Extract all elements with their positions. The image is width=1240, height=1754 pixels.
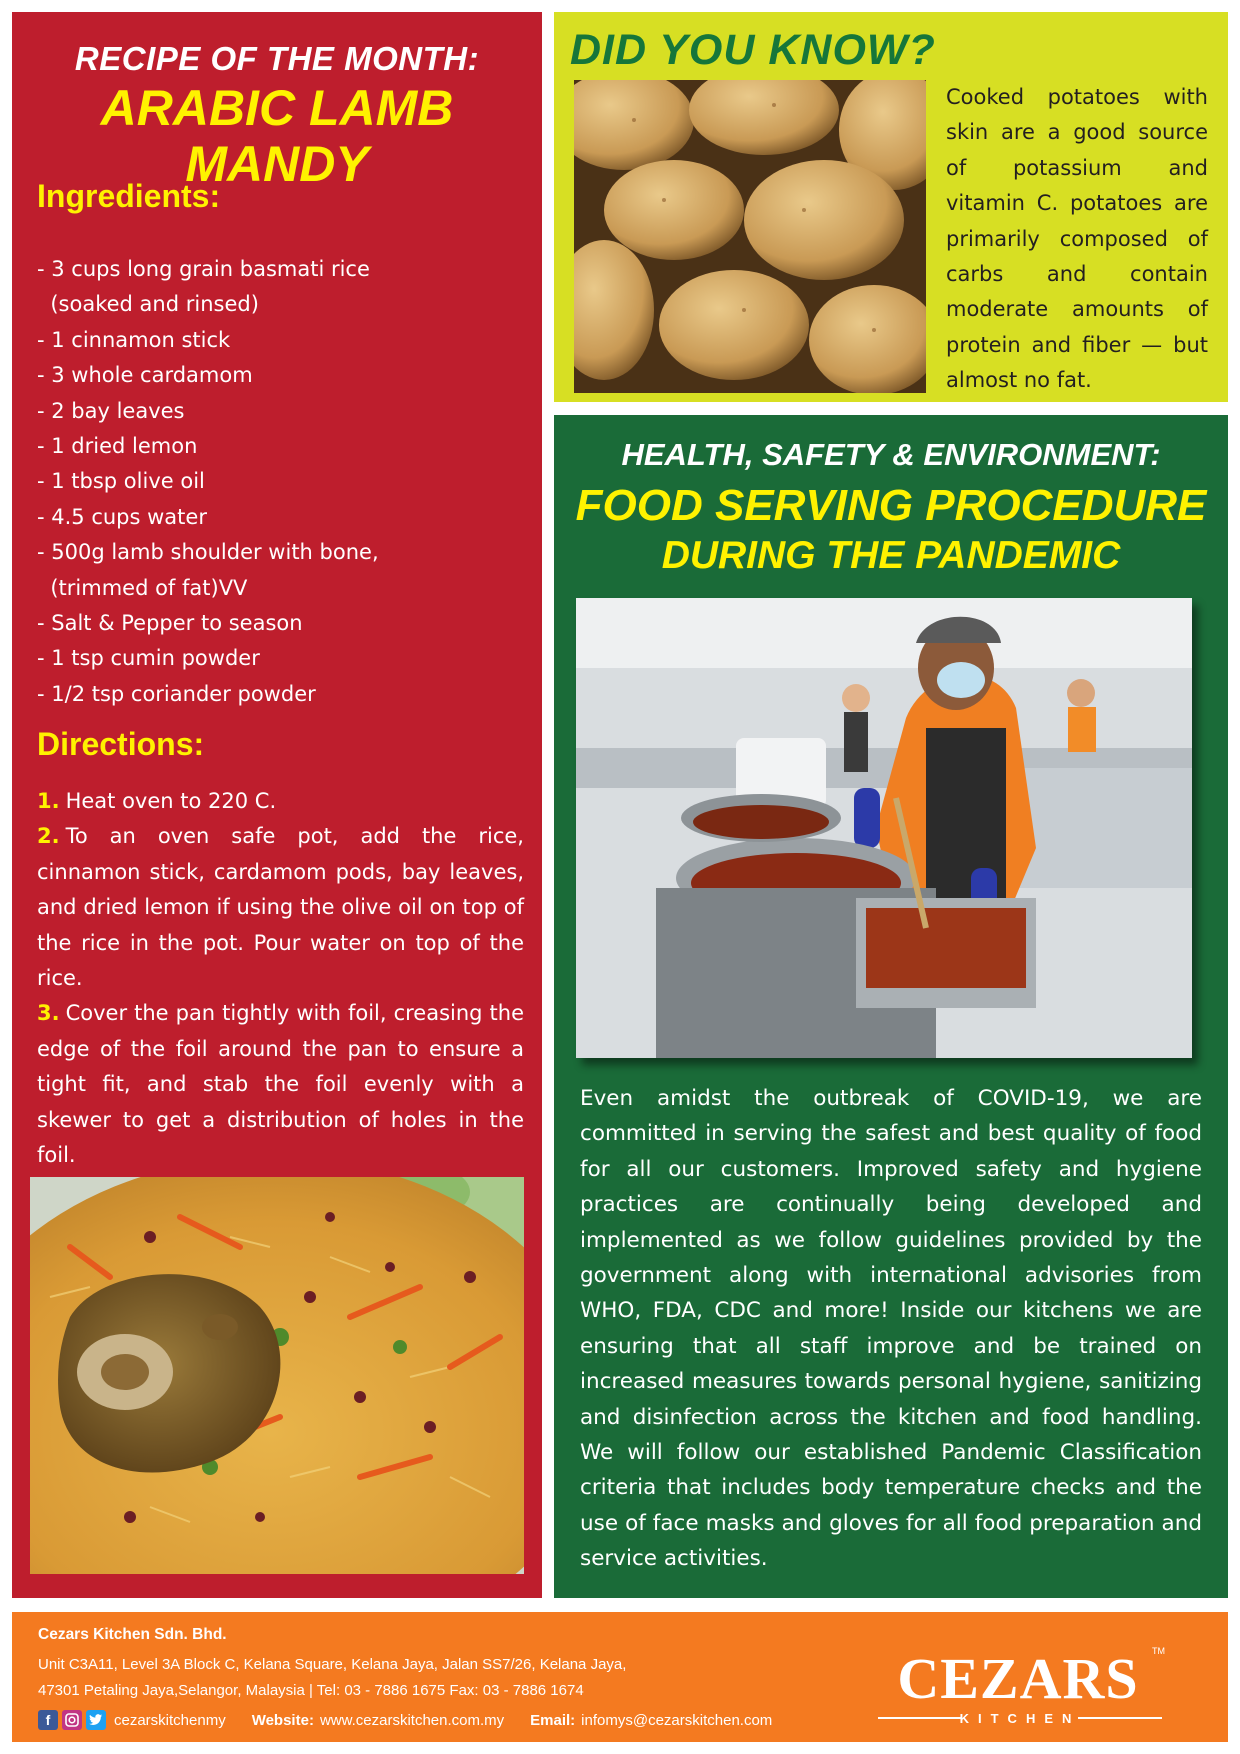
ingredient-item: - 1 dried lemon: [37, 434, 198, 459]
ingredient-item: (soaked and rinsed): [37, 292, 259, 317]
hse-panel: [554, 415, 1228, 1598]
hse-kicker: HEALTH, SAFETY & ENVIRONMENT:: [621, 437, 1161, 472]
ingredient-item: - Salt & Pepper to season: [37, 611, 303, 636]
step-number: 2.: [37, 824, 60, 849]
ingredients-list: [37, 252, 517, 712]
lamb-mandy-image: [30, 1177, 524, 1574]
potatoes-image: [574, 80, 926, 393]
directions-list: [37, 784, 524, 1173]
kitchen-staff-image: [576, 598, 1192, 1058]
ingredient-item: - 500g lamb shoulder with bone,: [37, 540, 379, 565]
contact-row: [38, 1710, 772, 1730]
ingredient-item: - 4.5 cups water: [37, 504, 207, 529]
cezars-kitchen-logo: [870, 1638, 1170, 1732]
ingredient-item: - 1 tbsp olive oil: [37, 469, 205, 494]
company-name: Cezars Kitchen Sdn. Bhd.: [38, 1626, 227, 1643]
recipe-title: [12, 80, 542, 192]
ingredient-item: - 3 whole cardamom: [37, 363, 253, 388]
hse-subtitle: DURING THE PANDEMIC: [661, 534, 1121, 577]
recipe-kicker: RECIPE OF THE MONTH:: [74, 40, 480, 77]
logo-trademark: TM: [1152, 1646, 1165, 1656]
recipe-panel: [12, 12, 542, 1598]
mandy-photo: [30, 1177, 524, 1574]
ingredient-item: - 1 tsp cumin powder: [37, 646, 260, 671]
ingredient-item: (trimmed of fat)VV: [37, 575, 248, 600]
website-label: Website:: [251, 1711, 314, 1729]
email-link[interactable]: infomys@cezarskitchen.com: [581, 1711, 773, 1729]
instagram-icon[interactable]: [62, 1710, 82, 1730]
social-handle[interactable]: cezarskitchenmy: [114, 1711, 226, 1729]
recipe-title-line2: MANDY: [185, 136, 369, 192]
ingredient-item: - 1/2 tsp coriander powder: [37, 681, 316, 706]
step-number: 3.: [37, 1001, 60, 1026]
website-link[interactable]: www.cezarskitchen.com.my: [319, 1711, 505, 1729]
footer: [12, 1612, 1228, 1742]
ingredient-item: - 2 bay leaves: [37, 398, 185, 423]
did-you-know-panel: [554, 12, 1228, 402]
direction-step: [37, 996, 524, 1173]
step-text: To an oven safe pot, add the rice, cinnamon stick, cardamom pods, bay leaves, and dried lemon if using the olive oil on top of the rice in the pot. Pour water on top of the rice.: [37, 824, 524, 991]
logo-subtitle: KITCHEN: [959, 1711, 1081, 1726]
recipe-title-line1: ARABIC LAMB: [100, 80, 454, 136]
potato-photo: [574, 80, 926, 393]
ingredients-heading: Ingredients:: [37, 178, 221, 214]
logo-wordmark: CEZARS: [897, 1646, 1139, 1711]
email-label: Email:: [530, 1711, 576, 1729]
direction-step: [37, 819, 524, 996]
step-text: Heat oven to 220 C.: [65, 789, 277, 813]
step-number: 1.: [37, 789, 60, 813]
address-line-2: 47301 Petaling Jaya,Selangor, Malaysia | Tel: 03 - 7886 1675 Fax: 03 - 7886 1674: [38, 1682, 584, 1699]
ingredient-item: - 3 cups long grain basmati rice: [37, 257, 370, 281]
kitchen-photo: [576, 598, 1192, 1058]
did-you-know-title: DID YOU KNOW?: [570, 26, 936, 74]
address-line-1: Unit C3A11, Level 3A Block C, Kelana Square, Kelana Jaya, Jalan SS7/26, Kelana Jaya,: [38, 1656, 627, 1673]
direction-step: [37, 784, 524, 819]
hse-title: FOOD SERVING PROCEDURE: [575, 481, 1207, 530]
did-you-know-text: Cooked potatoes with skin are a good source of potassium and vitamin C. potatoes are primarily composed of carbs and contain moderate amounts of protein and fiber — but almost no fat.: [946, 85, 1208, 393]
twitter-icon[interactable]: [86, 1710, 106, 1730]
ingredient-item: - 1 cinnamon stick: [37, 327, 231, 352]
directions-heading: Directions:: [37, 726, 205, 762]
facebook-icon[interactable]: f: [38, 1710, 58, 1730]
step-text: Cover the pan tightly with foil, creasing the edge of the foil around the pan to ensure a tight fit, and stab the foil evenly with a skewer to get a distribution of holes in the foil.: [37, 1001, 524, 1168]
hse-body-text: Even amidst the outbreak of COVID-19, we are committed in serving the safest and best quality of food for all our customers. Improved safety and hygiene practices are continually being developed and implemented as we follow guidelines provided by the government along with international advisories from WHO, FDA, CDC and more! Inside our kitchens we are ensuring that all staff improve and be trained on increased measures towards personal hygiene, sanitizing and disinfection across the kitchen and food handling. We will follow our established Pandemic Classification criteria that includes body temperature checks and the use of face masks and gloves for all food preparation and service activities.: [580, 1086, 1202, 1572]
